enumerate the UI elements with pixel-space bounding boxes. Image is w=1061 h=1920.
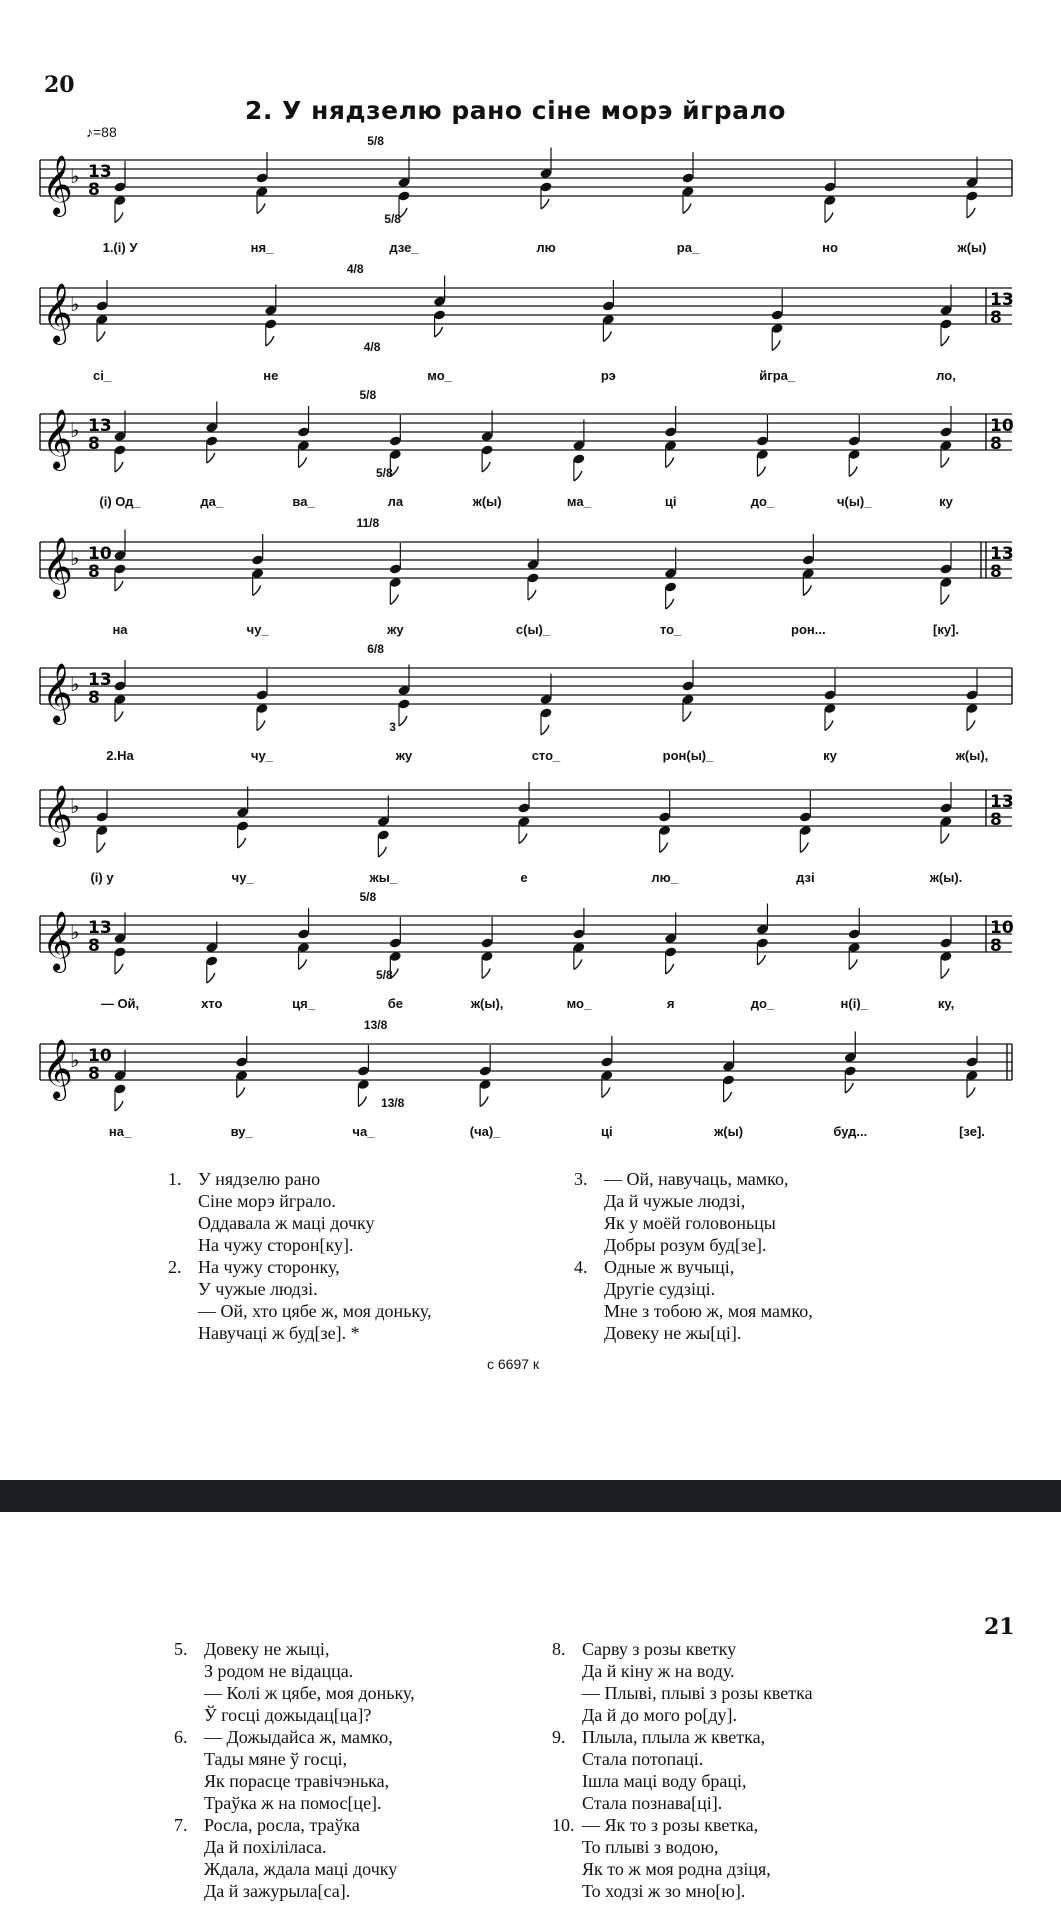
lyric-syllable: не xyxy=(263,368,279,383)
verse-number: 1. xyxy=(168,1169,182,1189)
treble-clef-icon: 𝄞 xyxy=(42,537,73,597)
lyric-syllable: ло, xyxy=(936,368,956,383)
note-flag xyxy=(115,712,123,722)
staff-system xyxy=(0,262,1061,400)
time-sig-bottom: 8 xyxy=(990,308,1002,328)
lyric-syllable: [зе]. xyxy=(959,1124,985,1139)
lyric-syllable: сі_ xyxy=(92,368,112,383)
verse-line: Оддавала ж маці дочку xyxy=(198,1213,375,1233)
verse-line: Росла, росла, траўка xyxy=(204,1815,360,1835)
treble-clef-icon: 𝄞 xyxy=(42,663,73,723)
note-flag xyxy=(941,834,949,844)
note-flag xyxy=(390,467,398,477)
time-sig-top: 13 xyxy=(990,544,1014,564)
lyric-syllable: лю xyxy=(536,240,556,255)
lyric-syllable: дзе_ xyxy=(389,240,419,255)
treble-clef-icon: 𝄞 xyxy=(42,1039,73,1099)
lyric-syllable: ла xyxy=(387,494,404,509)
verse-line: Навучаці ж буд[зе]. * xyxy=(198,1323,360,1343)
lyric-syllable: ва_ xyxy=(292,494,315,509)
time-sig-bottom: 8 xyxy=(88,562,100,582)
verse-line: — Ой, хто цябе ж, моя доньку, xyxy=(198,1301,432,1321)
flat-icon: ♭ xyxy=(70,794,80,818)
note-flag xyxy=(941,595,949,605)
verse-line: То ходзі ж зо мно[ю]. xyxy=(582,1881,746,1901)
verse-number: 3. xyxy=(574,1169,588,1189)
verses-right-column xyxy=(574,1168,954,1344)
verse-line: Одные ж вучыці, xyxy=(604,1257,735,1277)
note-flag xyxy=(266,336,274,346)
verse-line: — Дожыдайса ж, мамко, xyxy=(204,1727,393,1747)
lyric-syllable: да_ xyxy=(200,494,224,509)
treble-clef-icon: 𝄞 xyxy=(42,283,73,343)
verse-line: Да й зажурыла[са]. xyxy=(204,1881,351,1901)
time-sig-bottom: 8 xyxy=(990,434,1002,454)
flat-icon: ♭ xyxy=(70,164,80,188)
note-flag xyxy=(528,590,536,600)
verse-line: — Ой, навучаць, мамко, xyxy=(604,1169,789,1189)
flat-icon: ♭ xyxy=(70,672,80,696)
note-flag xyxy=(207,973,215,983)
verse-line: То плыві з водою, xyxy=(582,1837,719,1857)
lyric-syllable: буд... xyxy=(833,1124,868,1139)
verse-line: Довеку не жыці, xyxy=(204,1639,330,1659)
time-sig-top: 13 xyxy=(88,162,112,182)
time-sig-top: 13 xyxy=(88,416,112,436)
verse-line: У чужые людзі. xyxy=(198,1279,318,1299)
note-flag xyxy=(299,458,307,468)
verse-number: 7. xyxy=(174,1815,188,1835)
note-flag xyxy=(603,332,611,342)
time-sig-top: 10 xyxy=(88,544,112,564)
lyric-syllable: ці xyxy=(601,1124,613,1139)
time-sig-bottom: 8 xyxy=(88,1064,100,1084)
fermata-duration-mark: 5/8 xyxy=(384,212,401,226)
note-flag xyxy=(97,332,105,342)
verse-line: — Плыві, плыві з розы кветка xyxy=(582,1683,813,1703)
note-flag xyxy=(480,1097,488,1107)
lyric-syllable: (і) Од_ xyxy=(99,494,141,509)
note-flag xyxy=(541,725,549,735)
verse-line: Да й похілілаcа. xyxy=(204,1837,327,1857)
lyric-syllable: жу xyxy=(395,748,413,763)
lyric-syllable: рон... xyxy=(791,622,826,637)
verse-line: Тады мяне ў госці, xyxy=(204,1749,348,1769)
verse-line: Як порасце травічэнька, xyxy=(204,1771,390,1791)
note-flag xyxy=(115,462,123,472)
verse-line: Мне з тобою ж, моя мамко, xyxy=(604,1301,813,1321)
verse xyxy=(174,1638,554,1726)
lyric-syllable: рэ xyxy=(600,368,616,383)
note-flag xyxy=(299,960,307,970)
note-flag xyxy=(660,843,668,853)
verse-line: Ждала, ждала маці дочку xyxy=(204,1859,398,1879)
fermata-duration-mark: 3 xyxy=(389,720,396,734)
verse-number: 5. xyxy=(174,1639,188,1659)
staff-system xyxy=(0,1018,1061,1156)
fermata-duration-mark: 5/8 xyxy=(359,890,377,904)
verse-line: Да й чужые людзі, xyxy=(604,1191,746,1211)
lyric-syllable: до_ xyxy=(750,494,775,509)
verse xyxy=(174,1726,554,1814)
lyric-syllable: (і) у xyxy=(90,870,114,885)
lyric-syllable: но xyxy=(822,240,838,255)
time-sig-bottom: 8 xyxy=(88,434,100,454)
song-title: 2. У нядзелю рано сіне морэ йграло xyxy=(245,96,786,125)
verse-line: З родом не відацца. xyxy=(204,1661,354,1681)
verse-line: Траўка ж на помос[це]. xyxy=(204,1793,382,1813)
note-flag xyxy=(257,204,265,214)
verse-number: 2. xyxy=(168,1257,182,1277)
treble-clef-icon: 𝄞 xyxy=(42,911,73,971)
tempo-marking: ♪=88 xyxy=(86,124,117,140)
note-flag xyxy=(967,208,975,218)
verse xyxy=(168,1256,548,1344)
fermata-duration-mark: 5/8 xyxy=(359,388,377,402)
verse xyxy=(174,1814,554,1902)
note-flag xyxy=(941,969,949,979)
time-sig-bottom: 8 xyxy=(990,562,1002,582)
verse-line: На чужу сторонку, xyxy=(198,1257,340,1277)
lyric-syllable: жу xyxy=(387,622,404,637)
note-flag xyxy=(399,208,407,218)
note-flag xyxy=(482,462,490,472)
lyric-syllable: ра_ xyxy=(676,240,700,255)
fermata-duration-mark: 11/8 xyxy=(356,516,380,530)
flat-icon: ♭ xyxy=(70,546,80,570)
staff-svg xyxy=(0,896,1061,1006)
lyric-syllable: лю_ xyxy=(651,870,678,885)
lyric-syllable: рон(ы)_ xyxy=(662,748,714,763)
lyric-syllable: йгра_ xyxy=(759,368,796,383)
lyric-syllable: ку xyxy=(939,494,953,509)
page-21 xyxy=(0,1512,1061,1920)
note-flag xyxy=(825,213,833,223)
time-sig-bottom: 8 xyxy=(990,810,1002,830)
note-flag xyxy=(757,955,765,965)
time-sig-top: 13 xyxy=(990,792,1014,812)
note-flag xyxy=(683,204,691,214)
lyric-syllable: до_ xyxy=(750,996,775,1011)
note-flag xyxy=(666,599,674,609)
lyric-syllable: ня_ xyxy=(250,240,274,255)
note-flag xyxy=(967,1088,975,1098)
catalog-mark: с 6697 к xyxy=(487,1356,540,1372)
lyric-syllable: ж(ы), xyxy=(470,996,504,1011)
lyric-syllable: ч(ы)_ xyxy=(836,494,872,509)
lyric-syllable: ці xyxy=(664,494,677,509)
fermata-duration-mark: 6/8 xyxy=(367,642,384,656)
treble-clef-icon: 𝄞 xyxy=(42,155,73,215)
lyric-syllable: ж(ы) xyxy=(957,240,987,255)
staff-svg xyxy=(0,394,1061,504)
verse-line: Стала потопаці. xyxy=(582,1749,704,1769)
verse-line: Сарву з розы кветку xyxy=(582,1639,737,1659)
note-flag xyxy=(825,721,833,731)
lyric-syllable: 1.(і) У xyxy=(102,240,138,255)
staff-svg xyxy=(0,140,1061,250)
note-flag xyxy=(482,969,490,979)
note-flag xyxy=(115,1101,123,1111)
flat-icon: ♭ xyxy=(70,292,80,316)
note-flag xyxy=(541,199,549,209)
time-sig-top: 10 xyxy=(88,1046,112,1066)
note-flag xyxy=(683,712,691,722)
note-flag xyxy=(849,960,857,970)
lyric-syllable: чу_ xyxy=(246,622,269,637)
lyric-syllable: то_ xyxy=(659,622,682,637)
time-sig-top: 10 xyxy=(990,918,1014,938)
verse-line: Як у моёй головоньцы xyxy=(604,1213,776,1233)
verse-line: Добры розум буд[зе]. xyxy=(604,1235,767,1255)
lyric-syllable: я xyxy=(666,996,675,1011)
verse-line: Стала познава[ці]. xyxy=(582,1793,723,1813)
verse-line: Да й до мого ро[ду]. xyxy=(582,1705,738,1725)
note-flag xyxy=(772,341,780,351)
verse-line: Як то ж моя родна дзіця, xyxy=(582,1859,771,1879)
lyric-syllable: ж(ы) xyxy=(472,494,502,509)
note-flag xyxy=(602,1088,610,1098)
lyric-syllable: бе xyxy=(387,996,403,1011)
verses-left-column-p21 xyxy=(174,1638,554,1902)
time-sig-top: 13 xyxy=(88,670,112,690)
fermata-duration-mark: 13/8 xyxy=(363,1018,388,1032)
note-flag xyxy=(358,1097,366,1107)
lyric-syllable: ма_ xyxy=(566,494,591,509)
note-flag xyxy=(803,586,811,596)
note-flag xyxy=(435,327,443,337)
staff-system xyxy=(0,770,1061,902)
note-flag xyxy=(257,721,265,731)
lyric-syllable: — Ой, xyxy=(100,996,140,1011)
staff-svg xyxy=(0,268,1061,378)
verse-number: 4. xyxy=(574,1257,588,1277)
note-flag xyxy=(378,847,386,857)
staff-system xyxy=(0,516,1061,654)
lyric-syllable: 2.На xyxy=(106,748,134,763)
lyric-syllable: ж(ы) xyxy=(714,1124,744,1139)
lyric-syllable: (ча)_ xyxy=(469,1124,501,1139)
fermata-duration-mark: 13/8 xyxy=(380,1096,405,1110)
lyric-syllable: с(ы)_ xyxy=(515,622,551,637)
staff-svg xyxy=(0,770,1061,880)
verse-number: 10. xyxy=(552,1815,575,1835)
note-flag xyxy=(574,471,582,481)
page-divider xyxy=(0,1480,1061,1512)
verse-line: Другіе судзіці. xyxy=(604,1279,716,1299)
staff-svg xyxy=(0,522,1061,632)
verse xyxy=(552,1726,952,1814)
lyric-syllable: чу_ xyxy=(231,870,254,885)
lyric-syllable: ж(ы), xyxy=(955,748,989,763)
lyric-syllable: ву_ xyxy=(230,1124,253,1139)
note-flag xyxy=(207,453,215,463)
lyric-syllable: е xyxy=(520,870,528,885)
verse-line: Да й кіну ж на воду. xyxy=(582,1661,735,1681)
lyric-syllable: ку, xyxy=(937,996,955,1011)
note-flag xyxy=(845,1083,853,1093)
time-sig-top: 13 xyxy=(990,290,1014,310)
fermata-duration-mark: 5/8 xyxy=(375,968,393,982)
verse xyxy=(168,1168,548,1256)
verse-line: — Як то з розы кветка, xyxy=(582,1815,759,1835)
page-number-right: 21 xyxy=(984,1614,1015,1640)
flat-icon: ♭ xyxy=(70,920,80,944)
verse xyxy=(574,1168,954,1256)
staff-system xyxy=(0,642,1061,780)
lyric-syllable: мо_ xyxy=(566,996,592,1011)
time-sig-top: 13 xyxy=(88,918,112,938)
note-flag xyxy=(519,834,527,844)
note-flag xyxy=(390,969,398,979)
note-flag xyxy=(390,595,398,605)
verse-line: Довеку не жы[ці]. xyxy=(604,1323,742,1343)
note-flag xyxy=(115,964,123,974)
time-sig-bottom: 8 xyxy=(88,180,100,200)
note-flag xyxy=(941,336,949,346)
verse-line: — Колі ж цябе, моя доньку, xyxy=(204,1683,415,1703)
verse-line: Ў госці дожыдац[ца]? xyxy=(204,1705,372,1725)
note-flag xyxy=(800,843,808,853)
verse xyxy=(552,1814,952,1902)
staff-system xyxy=(0,134,1061,272)
verse-line: На чужу сторон[ку]. xyxy=(198,1235,354,1255)
lyric-syllable: на xyxy=(112,622,128,637)
time-sig-bottom: 8 xyxy=(990,936,1002,956)
lyric-syllable: ча_ xyxy=(352,1124,375,1139)
verses-left-column xyxy=(168,1168,548,1344)
verse-number: 9. xyxy=(552,1727,566,1747)
note-flag xyxy=(941,458,949,468)
staff-system xyxy=(0,890,1061,1028)
fermata-duration-mark: 5/8 xyxy=(367,134,384,148)
note-flag xyxy=(399,716,407,726)
fermata-duration-mark: 4/8 xyxy=(363,340,381,354)
lyric-syllable: ця_ xyxy=(292,996,315,1011)
treble-clef-icon: 𝄞 xyxy=(42,785,73,845)
note-flag xyxy=(238,838,246,848)
note-flag xyxy=(115,213,123,223)
lyric-syllable: ж(ы). xyxy=(929,870,963,885)
note-flag xyxy=(237,1088,245,1098)
lyric-syllable: жы_ xyxy=(369,870,398,885)
verse-line: Плыла, плыла ж кветка, xyxy=(582,1727,766,1747)
note-flag xyxy=(757,467,765,477)
note-flag xyxy=(666,458,674,468)
note-flag xyxy=(574,960,582,970)
lyric-syllable: сто_ xyxy=(531,748,561,763)
lyric-syllable: н(і)_ xyxy=(840,996,868,1011)
fermata-duration-mark: 4/8 xyxy=(346,262,364,276)
verse-number: 6. xyxy=(174,1727,188,1747)
verse-line: Сіне морэ йграло. xyxy=(198,1191,336,1211)
staff-svg xyxy=(0,648,1061,758)
page-number-left: 20 xyxy=(44,72,75,98)
note-flag xyxy=(724,1092,732,1102)
note-flag xyxy=(115,581,123,591)
fermata-duration-mark: 5/8 xyxy=(375,466,393,480)
lyric-syllable: дзі xyxy=(796,870,815,885)
lyric-syllable: на_ xyxy=(108,1124,132,1139)
flat-icon: ♭ xyxy=(70,1048,80,1072)
lyric-syllable: чу_ xyxy=(250,748,274,763)
verse-line: Ішла маці воду браці, xyxy=(582,1771,747,1791)
verses-right-column-p21 xyxy=(552,1638,952,1902)
note-flag xyxy=(666,964,674,974)
time-sig-top: 10 xyxy=(990,416,1014,436)
staff-svg xyxy=(0,1024,1061,1134)
note-flag xyxy=(97,843,105,853)
treble-clef-icon: 𝄞 xyxy=(42,409,73,469)
staff-system xyxy=(0,388,1061,526)
verse-number: 8. xyxy=(552,1639,566,1659)
lyric-syllable: ку xyxy=(823,748,837,763)
time-sig-bottom: 8 xyxy=(88,936,100,956)
verse xyxy=(574,1256,954,1344)
lyric-syllable: хто xyxy=(201,996,223,1011)
verse xyxy=(552,1638,952,1726)
lyric-syllable: [ку]. xyxy=(932,622,960,637)
verse-line: У нядзелю рано xyxy=(198,1169,321,1189)
note-flag xyxy=(253,586,261,596)
note-flag xyxy=(967,721,975,731)
flat-icon: ♭ xyxy=(70,418,80,442)
note-flag xyxy=(849,467,857,477)
lyric-syllable: мо_ xyxy=(427,368,452,383)
time-sig-bottom: 8 xyxy=(88,688,100,708)
